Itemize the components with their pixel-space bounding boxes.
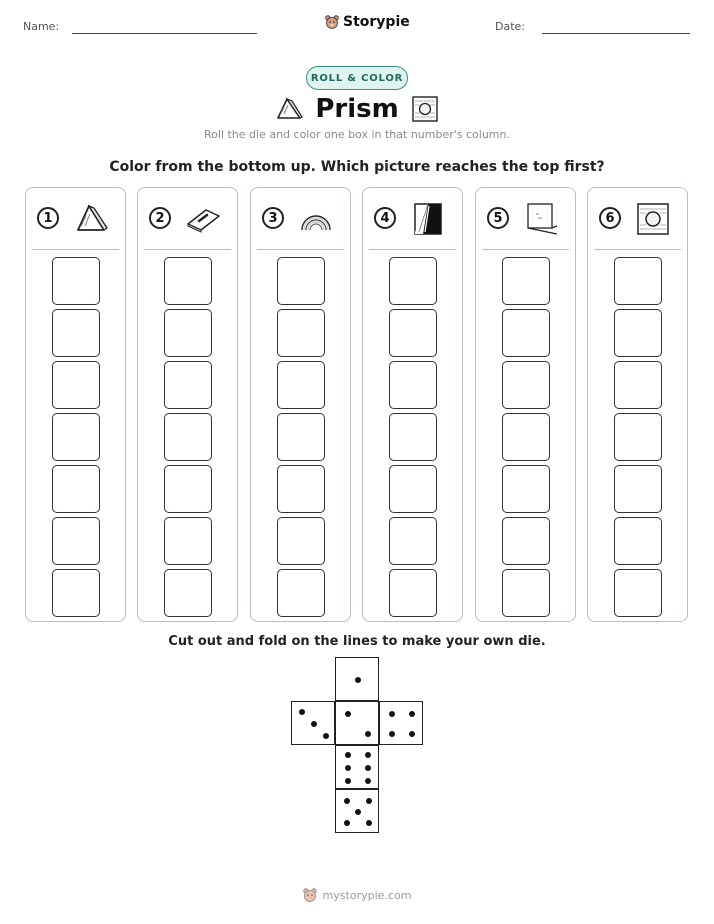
- column-number: 3: [262, 207, 284, 229]
- color-box[interactable]: [614, 465, 662, 513]
- die-pip: [355, 809, 361, 815]
- color-box[interactable]: [277, 569, 325, 617]
- cut-instruction: Cut out and fold on the lines to make your own die.: [168, 634, 546, 649]
- rainbow-icon: [299, 202, 333, 236]
- color-box[interactable]: [52, 413, 100, 461]
- color-box[interactable]: [389, 517, 437, 565]
- die-pip: [345, 778, 351, 784]
- color-box[interactable]: [164, 465, 212, 513]
- color-box[interactable]: [502, 309, 550, 357]
- die-pip: [389, 731, 395, 737]
- color-box[interactable]: [614, 517, 662, 565]
- color-box[interactable]: [277, 309, 325, 357]
- bear-logo-icon: [325, 15, 339, 29]
- color-box[interactable]: [164, 517, 212, 565]
- brand-name: Storypie: [343, 14, 410, 30]
- color-box[interactable]: [277, 257, 325, 305]
- color-box[interactable]: [164, 257, 212, 305]
- die-pip: [344, 798, 350, 804]
- subtitle: Roll the die and color one box in that number's column.: [204, 128, 510, 141]
- die-pip: [409, 731, 415, 737]
- die-pip: [345, 711, 351, 717]
- die-pip: [365, 752, 371, 758]
- date-line: [542, 33, 690, 34]
- color-box[interactable]: [277, 361, 325, 409]
- column-header: [251, 188, 350, 250]
- die-pip: [365, 778, 371, 784]
- color-box[interactable]: [164, 569, 212, 617]
- column-divider: [594, 249, 681, 250]
- column-number: 1: [37, 207, 59, 229]
- color-box[interactable]: [614, 257, 662, 305]
- bear-logo-icon: [303, 888, 317, 902]
- wooden-block-icon: [636, 202, 670, 236]
- die-face-4: [379, 701, 423, 745]
- column-header: [138, 188, 237, 250]
- color-box[interactable]: [502, 361, 550, 409]
- die-pip: [365, 765, 371, 771]
- color-box[interactable]: [389, 257, 437, 305]
- brand-logo: [325, 14, 410, 30]
- prism-icon: [74, 202, 108, 236]
- die-pip: [323, 733, 329, 739]
- die-pip: [299, 709, 305, 715]
- die-face-1: [335, 657, 379, 701]
- color-box[interactable]: [52, 517, 100, 565]
- color-box[interactable]: [277, 465, 325, 513]
- column-header: [26, 188, 125, 250]
- column-4: [362, 187, 463, 622]
- die-pip: [355, 677, 361, 683]
- activity-badge: ROLL & COLOR: [306, 66, 408, 90]
- color-box[interactable]: [164, 309, 212, 357]
- color-box[interactable]: [164, 413, 212, 461]
- die-pip: [345, 765, 351, 771]
- column-6: [587, 187, 688, 622]
- footer-url: mystorypie.com: [322, 888, 412, 902]
- color-box[interactable]: [52, 257, 100, 305]
- color-box[interactable]: [614, 361, 662, 409]
- color-box[interactable]: [502, 569, 550, 617]
- die-pip: [389, 711, 395, 717]
- color-box[interactable]: [389, 465, 437, 513]
- color-box[interactable]: [52, 569, 100, 617]
- column-5: [475, 187, 576, 622]
- die-pip: [366, 820, 372, 826]
- color-box[interactable]: [502, 517, 550, 565]
- name-label: Name:: [23, 20, 60, 33]
- column-number: 2: [149, 207, 171, 229]
- column-2: [137, 187, 238, 622]
- die-pip: [345, 752, 351, 758]
- column-3: [250, 187, 351, 622]
- color-box[interactable]: [614, 309, 662, 357]
- column-divider: [482, 249, 569, 250]
- color-box[interactable]: [502, 465, 550, 513]
- color-box[interactable]: [52, 465, 100, 513]
- color-box[interactable]: [389, 309, 437, 357]
- column-divider: [257, 249, 344, 250]
- column-number: 5: [487, 207, 509, 229]
- date-label: Date:: [495, 20, 525, 33]
- column-header: [588, 188, 687, 250]
- column-divider: [369, 249, 456, 250]
- color-box[interactable]: [277, 517, 325, 565]
- window-corner-icon: [524, 202, 558, 236]
- die-pip: [311, 721, 317, 727]
- color-box[interactable]: [389, 569, 437, 617]
- die-pip: [344, 820, 350, 826]
- color-box[interactable]: [389, 361, 437, 409]
- color-box[interactable]: [52, 361, 100, 409]
- prism-icon: [275, 95, 303, 123]
- wooden-block-icon: [411, 95, 439, 123]
- column-number: 4: [374, 207, 396, 229]
- die-face-2: [335, 701, 379, 745]
- die-pip: [409, 711, 415, 717]
- die-pip: [365, 731, 371, 737]
- title-row: [0, 92, 714, 126]
- color-box[interactable]: [277, 413, 325, 461]
- color-box[interactable]: [52, 309, 100, 357]
- column-divider: [144, 249, 231, 250]
- color-box[interactable]: [614, 413, 662, 461]
- name-line: [72, 33, 257, 34]
- color-box[interactable]: [502, 257, 550, 305]
- die-face-6: [335, 745, 379, 789]
- die-pip: [366, 798, 372, 804]
- light-beam-icon: [411, 202, 445, 236]
- column-1: [25, 187, 126, 622]
- page-title: Prism: [315, 94, 399, 124]
- die-face-3: [291, 701, 335, 745]
- color-box[interactable]: [502, 413, 550, 461]
- footer: [0, 888, 714, 902]
- color-box[interactable]: [389, 413, 437, 461]
- color-box[interactable]: [614, 569, 662, 617]
- column-number: 6: [599, 207, 621, 229]
- die-face-5: [335, 789, 379, 833]
- instruction: Color from the bottom up. Which picture reaches the top first?: [109, 159, 605, 175]
- prism-bar-icon: [186, 202, 220, 236]
- color-box[interactable]: [164, 361, 212, 409]
- column-header: [363, 188, 462, 250]
- column-divider: [32, 249, 119, 250]
- column-header: [476, 188, 575, 250]
